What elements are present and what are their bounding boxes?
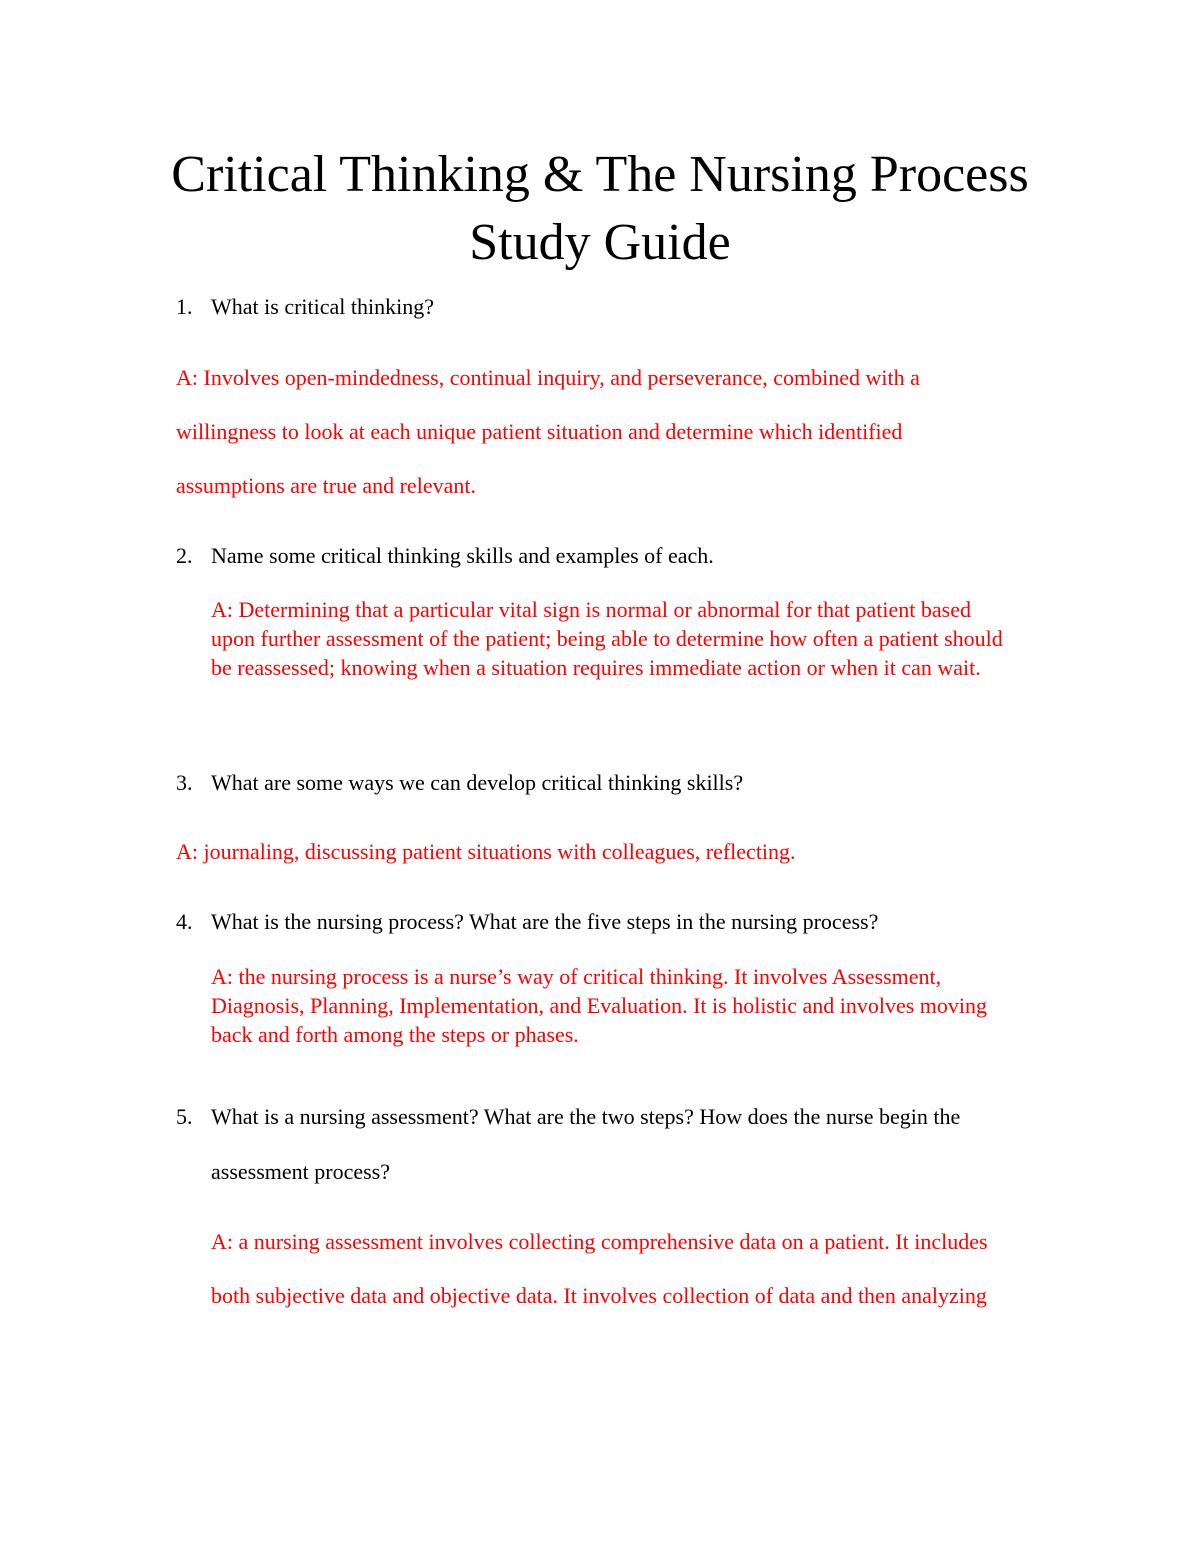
- question-text: What is a nursing assessment? What are the two steps? How does the nurse begin the: [211, 1104, 961, 1129]
- answer-text: A: journaling, discussing patient situations with colleagues, reflecting.: [176, 839, 796, 864]
- answer-text: be reassessed; knowing when a situation requires immediate action or when it can wait.: [211, 655, 981, 680]
- question-number: 2.: [176, 543, 193, 568]
- answer-text: A: Determining that a particular vital sign is normal or abnormal for that patient based: [211, 597, 971, 622]
- question-text: What is the nursing process? What are the five steps in the nursing process?: [211, 909, 879, 934]
- question-number: 3.: [176, 770, 193, 795]
- answer-text: back and forth among the steps or phases.: [211, 1022, 579, 1047]
- question-text: assessment process?: [211, 1159, 391, 1184]
- question-text: What is critical thinking?: [211, 294, 434, 319]
- answer-text: willingness to look at each unique patient situation and determine which identified: [176, 419, 903, 444]
- question-text: Name some critical thinking skills and examples of each.: [211, 543, 714, 568]
- question-number: 5.: [176, 1104, 193, 1129]
- answer-text: A: a nursing assessment involves collecting comprehensive data on a patient. It includes: [211, 1229, 988, 1254]
- answer-text: assumptions are true and relevant.: [176, 473, 476, 498]
- document-title-line-2: Study Guide: [469, 214, 731, 271]
- answer-text: A: Involves open-mindedness, continual inquiry, and perseverance, combined with a: [176, 365, 920, 390]
- answer-text: A: the nursing process is a nurse’s way of critical thinking. It involves Assessment,: [211, 964, 942, 989]
- answer-text: upon further assessment of the patient; being able to determine how often a patient should: [211, 626, 1003, 651]
- answer-text: Diagnosis, Planning, Implementation, and Evaluation. It is holistic and involves moving: [211, 993, 988, 1018]
- document-title-line-1: Critical Thinking & The Nursing Process: [171, 146, 1029, 203]
- question-text: What are some ways we can develop critical thinking skills?: [211, 770, 744, 795]
- question-number: 1.: [176, 294, 193, 319]
- answer-text: both subjective data and objective data. It involves collection of data and then analyzing: [211, 1283, 987, 1308]
- question-number: 4.: [176, 909, 193, 934]
